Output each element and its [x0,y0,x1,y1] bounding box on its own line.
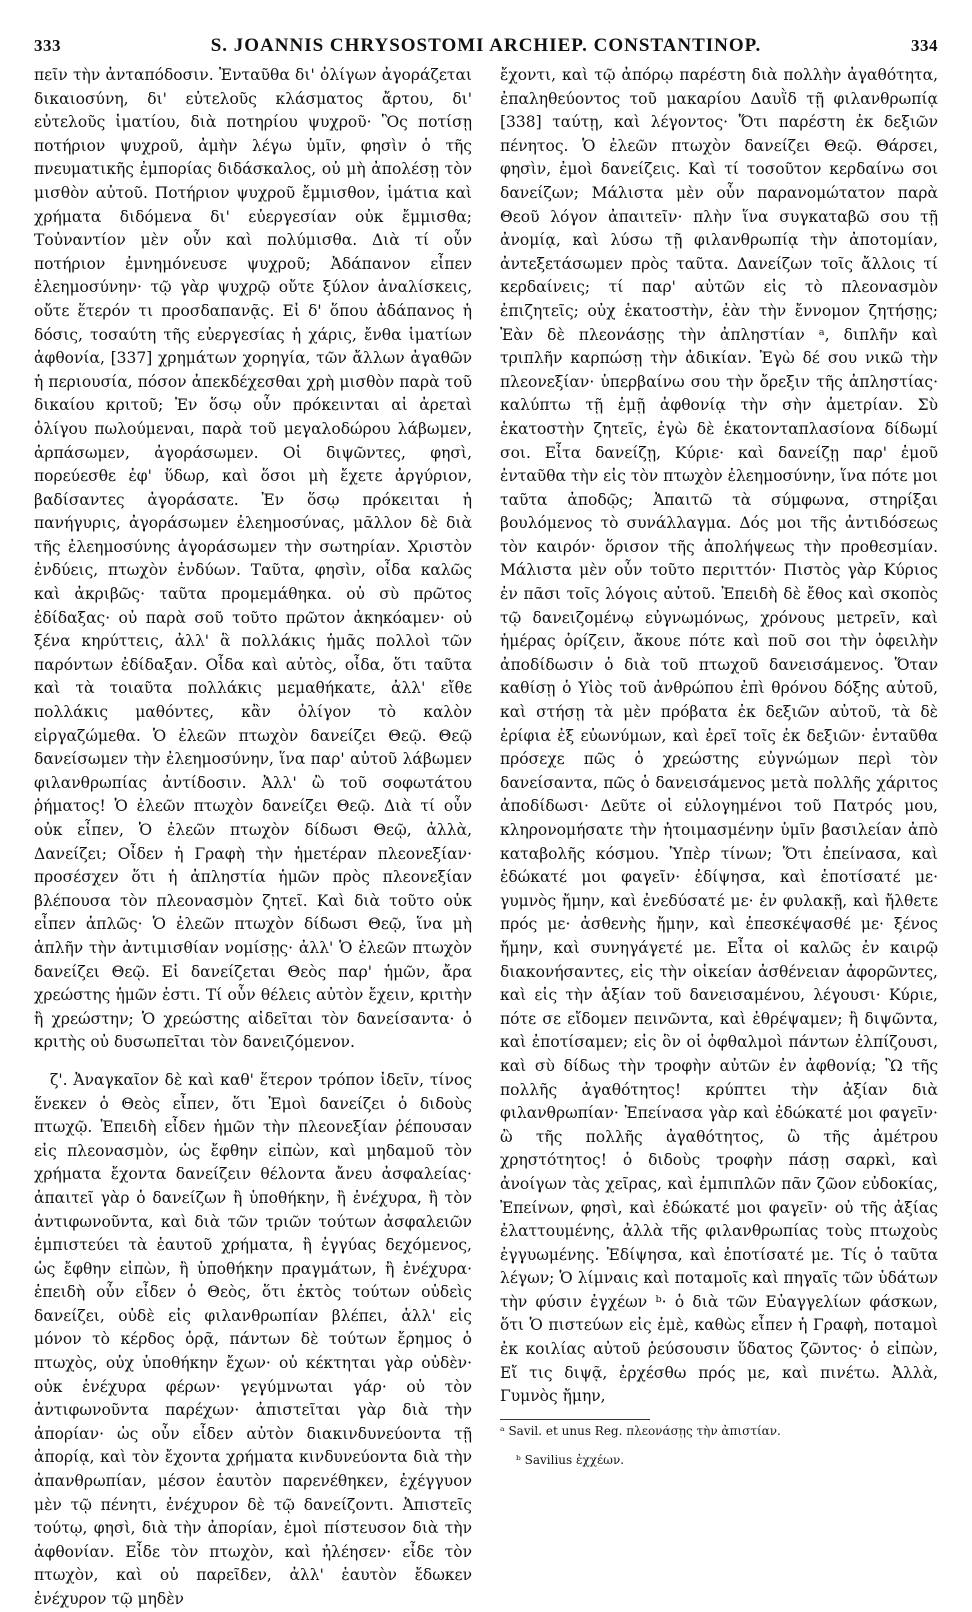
footnotes [500,1424,938,1468]
right-column [500,64,938,1612]
footnote-b: ᵇ Savilius ἐχχέων. [516,1452,625,1467]
page-number-left: 333 [34,36,61,55]
text-columns [34,64,938,1612]
page-number-right: 334 [911,36,938,55]
running-title: S. JOANNIS CHRYSOSTOMI ARCHIEP. CONSTANTINOP. [210,35,762,56]
footnote-a: ᵃ Savil. et unus Reg. πλεονάσῃς τὴν ἀπιστίαν. [500,1423,781,1438]
left-paragraph-1: πεῖν τὴν ἀνταπόδοσιν. Ἐνταῦθα δι' ὀλίγων ἀγοράζεται δικαιοσύνη, δι' εὐτελοῦς κλάσματος ἄρτου, δι' εὐτελοῦς ἱματίου, διὰ ποτηρίου ψυχροῦ· Ὃς ποτίσῃ ποτήριον ψυχροῦ, ἀμὴν λέγω ὑμῖν, φησὶν ὁ τῆς πνευματικῆς ἐμπορίας διδάσκαλος, οὐ μὴ ἀπολέσῃ τὸν μισθὸν αὐτοῦ. Ποτήριον ψυχροῦ ἔμμισθον, ἱμάτια καὶ χρήματα διδόμενα δι' εὐεργεσίαν οὐκ ἔμμισθα; Τοὐναντίον μὲν οὖν καὶ πολύμισθα. Διὰ τί οὖν ποτήριον ἐμνημόνευσε ψυχροῦ; Ἀδάπανον εἶπεν ἐλεημοσύνην· τῷ γὰρ ψυχρῷ οὔτε ξύλον ἀναλίσκεις, οὔτε ἕτερόν τι προσδαπανᾷς. Εἰ δ' ὅπου ἀδάπανος ἡ δόσις, τοσαύτη τῆς εὐεργεσίας ἡ χάρις, ἔνθα ἱματίων ἀφθονία, [337] χρημάτων χορηγία, τῶν ἄλλων ἀγαθῶν ἡ περιουσία, πόσον ἀπεκδέχεσθαι χρὴ μισθὸν παρὰ τοῦ δικαίου κριτοῦ; Ἐν ὅσῳ οὖν πρόκεινται αἱ ἀρεταὶ ὀλίγου πωλούμεναι, παρὰ τοῦ μεγαλοδώρου λάβωμεν, ἁρπάσωμεν, ἀγοράσωμεν. Οἱ διψῶντες, φησὶ, πορεύεσθε ἐφ' ὕδωρ, καὶ ὅσοι μὴ ἔχετε ἀργύριον, βαδίσαντες ἀγοράσατε. Ἐν ὅσῳ πρόκειται ἡ πανήγυρις, ἀγοράσωμεν ἐλεημοσύνας, μᾶλλον δὲ διὰ τῆς ἐλεημοσύνης ἀγοράσωμεν τὴν σωτηρίαν. Χριστὸν ἐνδύεις, πτωχὸν ἐνδύων. Ταῦτα, φησὶν, οἶδα καλῶς καὶ ἀκριβῶς· ταῦτα προμεμάθηκα. οὐ σὺ πρῶτος ἐδίδαξας· οὐ παρὰ σοῦ τοῦτο πρῶτον ἀκηκόαμεν· οὐ ξένα κηρύττεις, ἀλλ' ἃ πολλάκις ἡμᾶς πολλοὶ τῶν παρόντων ἐδίδαξαν. Οἶδα καὶ αὐτὸς, οἶδα, ὅτι ταῦτα καὶ τὰ τοιαῦτα πολλάκις μεμαθήκατε, ἀλλ' εἴθε πολλάκις μαθόντες, κἂν ὀλίγον τὸ καλὸν εἰργαζώμεθα. Ὁ ἐλεῶν πτωχὸν δανείζει Θεῷ. Θεῷ δανείσωμεν τὴν ἐλεημοσύνην, ἵνα παρ' αὐτοῦ λάβωμεν φιλανθρωπίας ἀντίδοσιν. Ἀλλ' ὢ τοῦ σοφωτάτου ῥήματος! Ὁ ἐλεῶν πτωχὸν δανείζει Θεῷ. Διὰ τί οὖν οὐκ εἶπεν, Ὁ ἐλεῶν πτωχὸν δίδωσι Θεῷ, ἀλλὰ, Δανείζει; Οἶδεν ἡ Γραφὴ τὴν ἡμετέραν πλεονεξίαν· προσέσχεν ὅτι ἡ ἀπληστία ἡμῶν πρὸς πλεονεξίαν βλέπουσα τὸν πλεονασμὸν ζητεῖ. Καὶ διὰ τοῦτο οὐκ εἶπεν ἁπλῶς· Ὁ ἐλεῶν πτωχὸν δίδωσι Θεῷ, ἵνα μὴ ἁπλῆν τὴν ἀντιμισθίαν νομίσῃς· ἀλλ' Ὁ ἐλεῶν πτωχὸν δανείζει Θεῷ. Εἰ δανείζεται Θεὸς παρ' ἡμῶν, ἄρα χρεώστης ἡμῶν ἐστι. Τί οὖν θέλεις αὐτὸν ἔχειν, κριτὴν ἢ χρεώστην; Ὁ χρεώστης αἰδεῖται τὸν δανείσαντα· ὁ κριτὴς οὐ δυσωπεῖται τὸν δανειζόμενον. [34,66,472,1052]
left-paragraph-2: ζ'. Ἀναγκαῖον δὲ καὶ καθ' ἕτερον τρόπον ἰδεῖν, τίνος ἕνεκεν ὁ Θεὸς εἶπεν, ὅτι Ἐμοὶ δανείζει ὁ διδοὺς πτωχῷ. Ἐπειδὴ εἶδεν ἡμῶν τὴν πλεονεξίαν ῥέπουσαν εἰς πλεονασμὸν, ὡς ἔφθην εἰπὼν, καὶ μηδαμοῦ τὸν χρήματα ἔχοντα δανείζειν θέλοντα ἄνευ ἀσφαλείας· ἀπαιτεῖ γὰρ ὁ δανείζων ἢ ὑποθήκην, ἢ ἐνέχυρα, ἢ τὸν ἀντιφωνοῦντα, καὶ διὰ τῶν τριῶν τούτων ἀσφαλειῶν ἐμπιστεύει τὰ ἑαυτοῦ χρήματα, ἢ ἐγγύας δεχόμενος, ὡς ἔφθην εἰπὼν, ἢ ὑποθήκην πραγμάτων, ἢ ἐνέχυρα· ἐπειδὴ οὖν εἶδεν ὁ Θεὸς, ὅτι ἐκτὸς τούτων οὐδεὶς δανείζει, οὐδὲ εἰς φιλανθρωπίαν βλέπει, ἀλλ' εἰς μόνον τὸ κέρδος ὁρᾷ, πάντων δὲ τούτων ἔρημος ὁ πτωχὸς, οὐχ ὑποθήκην ἔχων· οὐ κέκτηται γὰρ οὐδὲν· οὐκ ἐνέχυρα φέρων· γεγύμνωται γάρ· οὐ τὸν ἀντιφωνοῦντα παρέχων· ἀπιστεῖται γὰρ διὰ τὴν ἀπορίαν· ὡς οὖν εἶδεν αὐτὸν διακινδυνεύοντα τῇ ἀπορίᾳ, καὶ τὸν ἔχοντα χρήματα κινδυνεύοντα διὰ τὴν ἀπανθρωπίαν, μέσον ἑαυτὸν παρενέθηκεν, ἐχέγγυον μὲν τῷ πένητι, ἐνέχυρον δὲ τῷ δανείζοντι. Ἀπιστεῖς τούτῳ, φησὶ, διὰ τὴν ἀπορίαν, ἐμοὶ πίστευσον διὰ τὴν ἀφθονίαν. Εἶδε τὸν πτωχὸν, καὶ ἠλέησεν· εἶδε τὸν πτωχὸν, καὶ οὐ παρεῖδεν, ἀλλ' ἑαυτὸν ἔδωκεν ἐνέχυρον τῷ μηδὲν [34,1070,472,1608]
left-column [34,64,472,1612]
footnote-rule [500,1419,650,1420]
right-paragraph-1: ἔχοντι, καὶ τῷ ἀπόρῳ παρέστη διὰ πολλὴν ἀγαθότητα, ἐπαληθεύοντος τοῦ μακαρίου Δαυῒδ τῇ φιλανθρωπίᾳ [338] ταύτῃ, καὶ λέγοντος· Ὅτι παρέστη ἐκ δεξιῶν πένητος. Ὁ ἐλεῶν πτωχὸν δανείζει Θεῷ. Θάρσει, φησὶν, ἐμοὶ δανείζεις. Καὶ τί τοσοῦτον κερδαίνω σοι δανείζων; Μάλιστα μὲν οὖν παρανομώτατον παρὰ Θεοῦ λόγον ἀπαιτεῖν· πλὴν ἵνα συγκαταβῶ σου τῇ ἀνομίᾳ, καὶ λύσω τῇ φιλανθρωπίᾳ τὴν ἀποτομίαν, ἀντεξετάσωμεν πρὸς ταῦτα. Δανείζων τοῖς ἄλλοις τί κερδαίνεις; τί παρ' αὐτῶν εἰς τὸ πλεονασμὸν ἐπιζητεῖς; οὐχ ἑκατοστὴν, ἐὰν τὴν ἔννομον ζητήσῃς; Ἐὰν δὲ πλεονάσῃς τὴν ἀπληστίαν ᵃ, διπλῆν καὶ τριπλῆν καρπώσῃ τὴν ἀδικίαν. Ἐγὼ δέ σου νικῶ τὴν πλεονεξίαν· ὑπερβαίνω σου τὴν ὄρεξιν τῆς ἀπληστίας· καλύπτω τῇ ἐμῇ ἀφθονίᾳ τὴν σὴν ἀμετρίαν. Σὺ ἑκατοστὴν ζητεῖς, ἐγὼ δὲ ἑκατονταπλασίονα δίδωμί σοι. Εἶτα δανείζῃ, Κύριε· καὶ δανείζῃ παρ' ἐμοῦ ἐνταῦθα τὴν εἰς τὸν πτωχὸν ἐλεημοσύνην, ἵνα πότε μοι ταῦτα ἀποδῷς; Ἀπαιτῶ τὰ σύμφωνα, στηρίξαι βουλόμενος τὸ συνάλλαγμα. Δός μοι τῆς ἀντιδόσεως τὸν καιρόν· ὅρισον τῆς ἀπολήψεως τὴν προθεσμίαν. Μάλιστα μὲν οὖν τοῦτο περιττόν· Πιστὸς γὰρ Κύριος ἐν πᾶσι τοῖς λόγοις αὐτοῦ. Ἐπειδὴ δὲ ἔθος καὶ σκοπὸς τῷ δανειζομένῳ εὐγνωμόνως, χρόνους μετρεῖν, καὶ ἡμέρας ὁρίζειν, ἄκουε πότε καὶ ποῦ σοι τὴν ὀφειλὴν ἀποδίδωσιν ὁ διὰ τοῦ πτωχοῦ δανεισάμενος. Ὅταν καθίσῃ ὁ Υἱὸς τοῦ ἀνθρώπου ἐπὶ θρόνου δόξης αὐτοῦ, καὶ στήσῃ τὰ μὲν πρόβατα ἐκ δεξιῶν αὐτοῦ, τὰ δὲ ἐρίφια ἐξ εὐωνύμων, καὶ ἐρεῖ τοῖς ἐκ δεξιῶν· ἐνταῦθα πρόσεχε πῶς ὁ χρεώστης εὐγνώμων περὶ τὸν δανείσαντα, πῶς ὁ δανεισάμενος μετὰ πολλῆς χάριτος ἀποδίδωσι· Δεῦτε οἱ εὐλογημένοι τοῦ Πατρός μου, κληρονομήσατε τὴν ἡτοιμασμένην ὑμῖν βασιλείαν ἀπὸ καταβολῆς κόσμου. Ὑπὲρ τίνων; Ὅτι ἐπείνασα, καὶ ἐδώκατέ μοι φαγεῖν· ἐδίψησα, καὶ ἐποτίσατέ με· γυμνὸς ἤμην, καὶ ἐνεδύσατέ με· ἐν φυλακῇ, καὶ ἤλθετε πρός με· ἀσθενὴς ἤμην, καὶ ἐπεσκέψασθέ με· ξένος ἤμην, καὶ συνηγάγετέ με. Εἶτα οἱ καλῶς ἐν καιρῷ διακονήσαντες, εἰς τὴν οἰκείαν ἀσθένειαν ἀφορῶντες, καὶ εἰς τὴν ἀξίαν τοῦ δανεισαμένου, λέγουσι· Κύριε, πότε σε εἴδομεν πεινῶντα, καὶ ἐθρέψαμεν; ἢ διψῶντα, καὶ ἐποτίσαμεν; εἰς ὃν οἱ ὀφθαλμοὶ πάντων ἐλπίζουσι, καὶ σὺ δίδως τὴν τροφὴν αὐτῶν ἐν ἀφθονίᾳ; Ὢ τῆς πολλῆς ἀγαθότητος! κρύπτει τὴν ἀξίαν διὰ φιλανθρωπίαν· Ἐπείνασα γὰρ καὶ ἐδώκατέ μοι φαγεῖν· ὢ τῆς πολλῆς ἀγαθότητος, ὢ τῆς ἀμέτρου χρηστότητος! ὁ διδοὺς τροφὴν πάσῃ σαρκὶ, καὶ ἀνοίγων τὰς χεῖρας, καὶ ἐμπιπλῶν πᾶν ζῶον εὐδοκίας, Ἐπείνων, φησὶ, καὶ ἐδώκατέ μοι φαγεῖν· οὐ τῆς ἀξίας ἐλαττουμένης, ἀλλὰ τῆς φιλανθρωπίας τοὺς πτωχοὺς ἐγγυωμένης. Ἐδίψησα, καὶ ἐποτίσατέ με. Τίς ὁ ταῦτα λέγων; Ὁ λίμναις καὶ ποταμοῖς καὶ πηγαῖς τῶν ὑδάτων τὴν φύσιν ἐγχέων ᵇ· ὁ διὰ τῶν Εὐαγγελίων φάσκων, ὅτι Ὁ πιστεύων εἰς ἐμὲ, καθὼς εἶπεν ἡ Γραφὴ, ποταμοὶ ἐκ κοιλίας αὐτοῦ ῥεύσουσιν ὕδατος ζῶντος· ὁ εἰπὼν, Εἴ τις διψᾷ, ἐρχέσθω πρός με, καὶ πινέτω. Ἀλλὰ, Γυμνὸς ἤμην, [500,66,938,1406]
running-head [34,34,938,58]
